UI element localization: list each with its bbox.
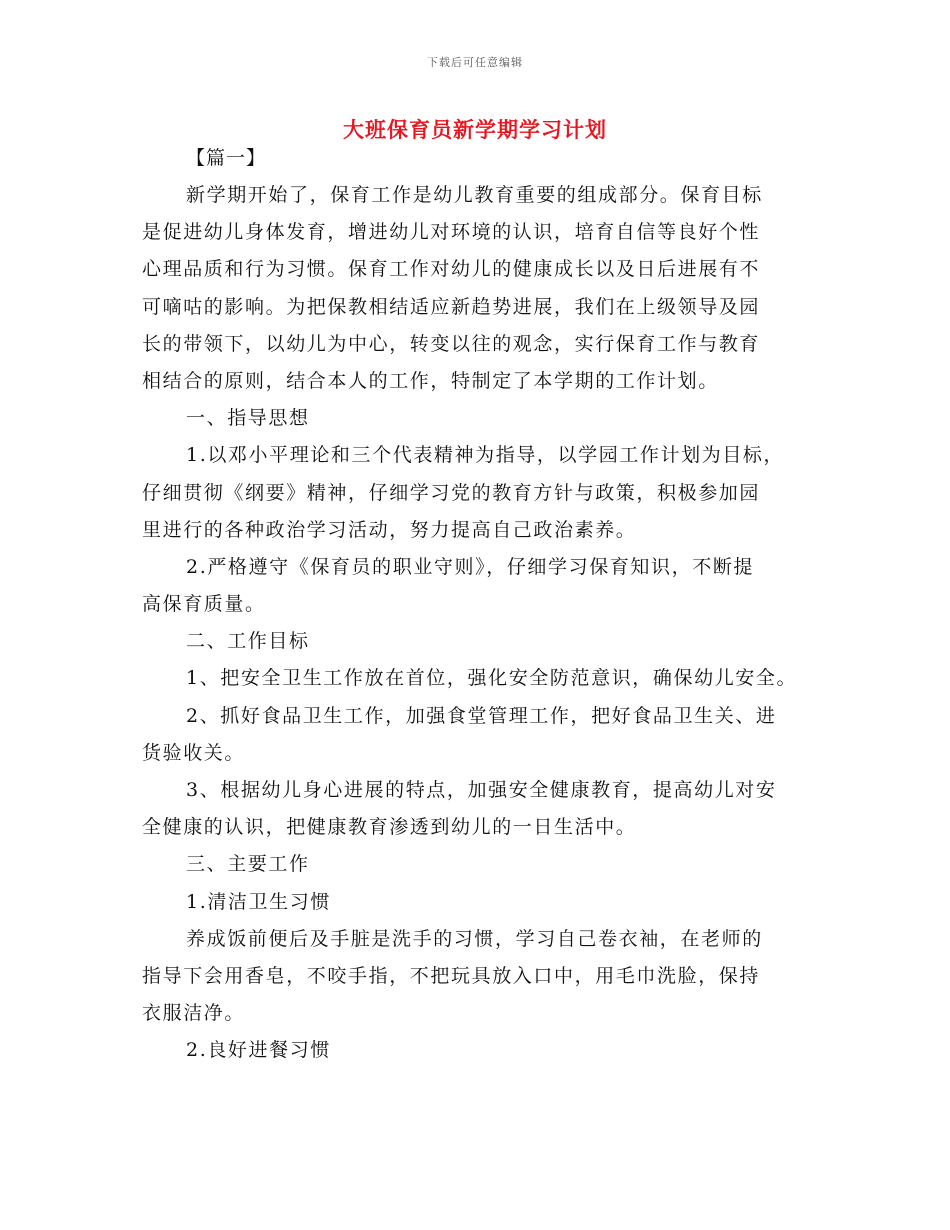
text-line: 高保育质量。 (142, 593, 266, 616)
text-line: 衣服洁净。 (142, 1002, 246, 1025)
text-line: 货验收关。 (142, 741, 246, 764)
document-title: 大班保育员新学期学习计划 (343, 117, 607, 142)
section-tag: 【篇一】 (186, 147, 267, 169)
text-line: 里进行的各种政治学习活动，努力提高自己政治素养。 (142, 518, 637, 541)
text-line: 1、把安全卫生工作放在首位，强化安全防范意识，确保幼儿安全。 (186, 667, 798, 690)
text-line: 相结合的原则，结合本人的工作，特制定了本学期的工作计划。 (142, 369, 719, 392)
subsection-heading: 1.清洁卫生习惯 (186, 890, 331, 913)
text-line: 2、抓好食品卫生工作，加强食堂管理工作，把好食品卫生关、进 (186, 704, 777, 727)
text-line: 1.以邓小平理论和三个代表精神为指导，以学园工作计划为目标， (186, 444, 785, 467)
section-heading: 一、指导思想 (186, 407, 310, 430)
document-body (142, 177, 822, 1070)
body-paragraph (142, 177, 822, 1070)
text-line: 3、根据幼儿身心进展的特点，加强安全健康教育，提高幼儿对安 (186, 779, 777, 801)
text-line: 新学期开始了，保育工作是幼儿教育重要的组成部分。保育目标 (186, 184, 763, 206)
text-line: 可嘀咕的影响。为把保教相结适应新趋势进展，我们在上级领导及园 (142, 295, 761, 318)
subsection-heading: 2.良好进餐习惯 (186, 1039, 331, 1062)
text-line: 养成饭前便后及手脏是洗手的习惯，学习自己卷衣袖，在老师的 (186, 927, 763, 950)
section-heading: 二、工作目标 (186, 630, 310, 653)
text-line: 是促进幼儿身体发育，增进幼儿对环境的认识，培育自信等良好个性 (142, 221, 761, 244)
text-line: 长的带领下，以幼儿为中心，转变以往的观念，实行保育工作与教育 (142, 332, 761, 355)
page-header-note: 下载后可任意编辑 (427, 56, 523, 69)
section-heading: 三、主要工作 (186, 853, 310, 876)
text-line: 全健康的认识，把健康教育渗透到幼儿的一日生活中。 (142, 816, 637, 839)
text-line: 2.严格遵守《保育员的职业守则》，仔细学习保育知识，不断提 (186, 555, 755, 578)
text-line: 心理品质和行为习惯。保育工作对幼儿的健康成长以及日后进展有不 (142, 258, 761, 281)
text-line: 指导下会用香皂，不咬手指，不把玩具放入口中，用毛巾洗脸，保持 (142, 964, 761, 987)
text-line: 仔细贯彻《纲要》精神，仔细学习党的教育方针与政策，积极参加园 (142, 481, 761, 504)
